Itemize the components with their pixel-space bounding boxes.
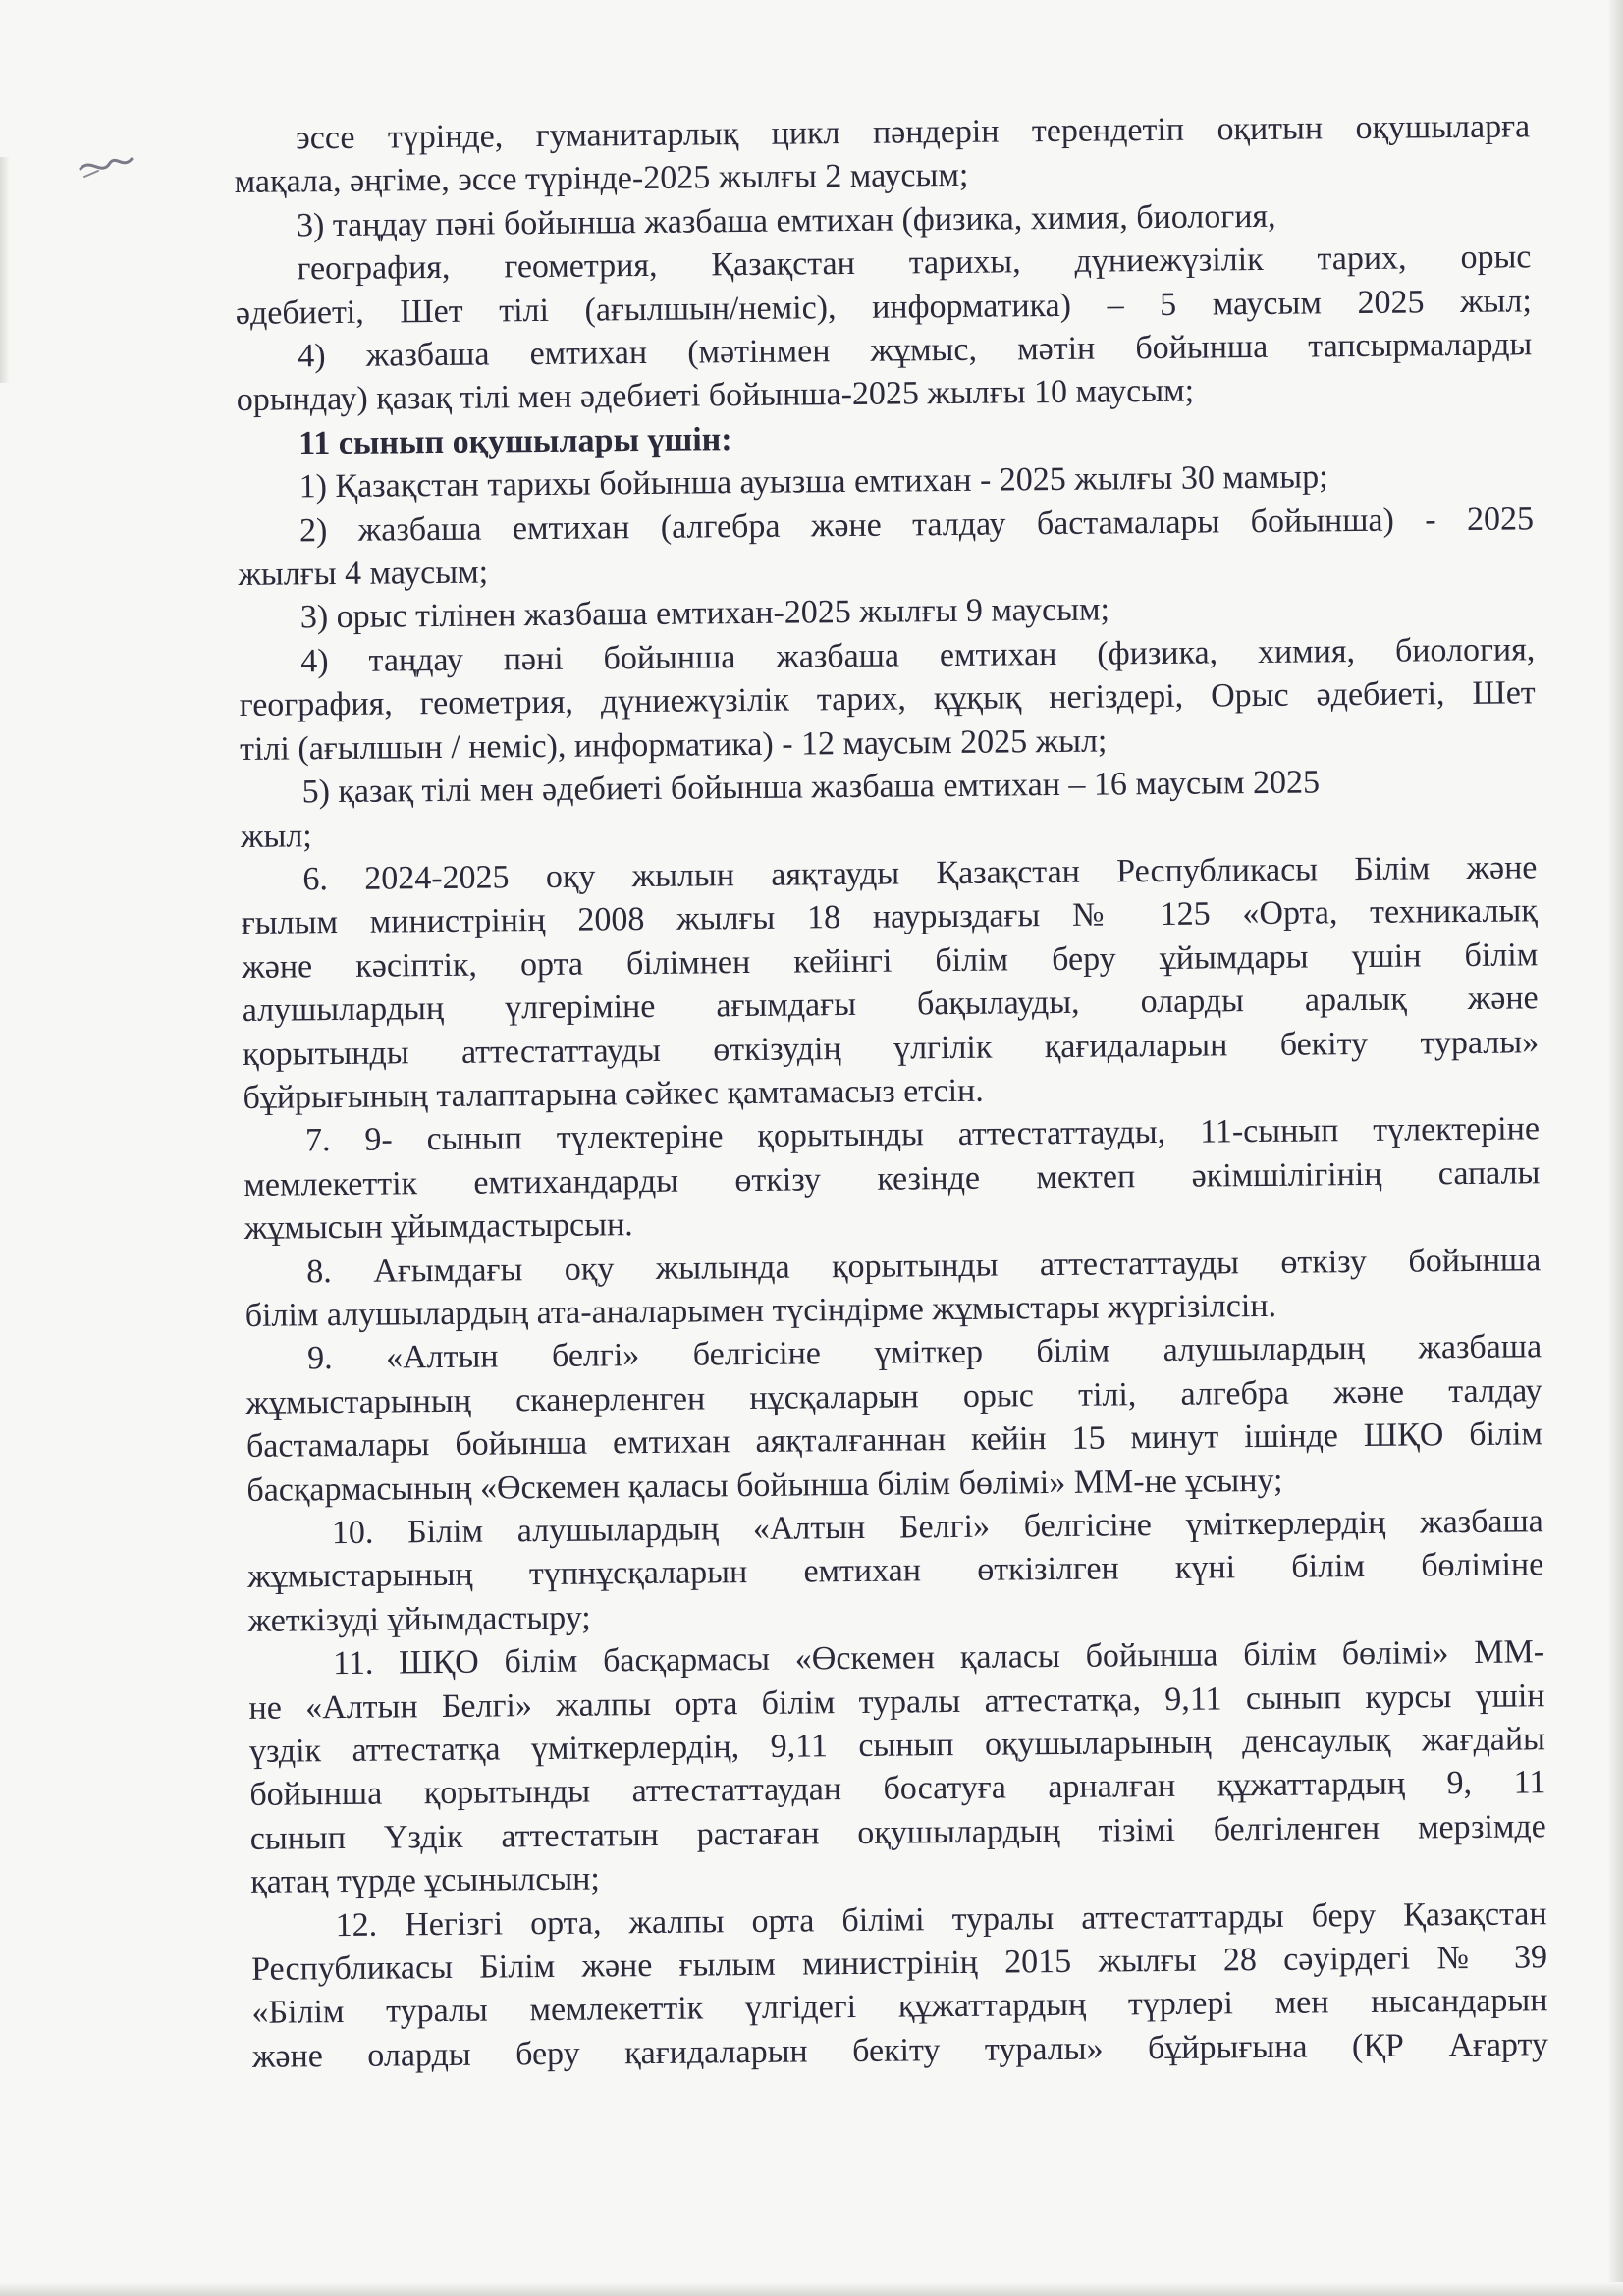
text-line: әдебиеті, Шет тілі (ағылшын/неміс), информатика) – 5 маусым 2025 жыл; (235, 282, 1533, 332)
text-line: алушылардың үлгеріміне ағымдағы бақылауды, оларды аралық және (242, 980, 1539, 1030)
text-line: сынып Үздік аттестатын растаған оқушылардың тізімі белгіленген мерзімде (249, 1808, 1546, 1857)
scan-edge-shadow-right (1609, 0, 1623, 2296)
text-line: 12. Негізгі орта, жалпы орта білімі туралы аттестаттарды беру Қазақстан (335, 1895, 1547, 1944)
text-line: жұмыстарының сканерленген нұсқаларын орыс тілі, алгебра және талдау (245, 1372, 1542, 1421)
text-line: 10. Білім алушылардың «Алтын Белгі» белгісіне үміткерлердің жазбаша (331, 1503, 1543, 1552)
text-line: және кәсіптік, орта білімнен кейінгі білім беру ұйымдары үшін білім (242, 936, 1539, 986)
text-line: эссе түрінде, гуманитарлық цикл пәндерін терендетіп оқитын оқушыларға (296, 108, 1531, 157)
text-line: бойынша қорытынды аттестаттаудан босатуға арналған құжаттардың 9, 11 (249, 1764, 1546, 1814)
scan-edge-shadow-bottom (0, 2282, 1623, 2296)
text-line: 9. «Алтын белгі» белгісіне үміткер білім алушылардың жазбаша (306, 1328, 1542, 1377)
text-line: 8. Ағымдағы оқу жылында қорытынды аттестаттауды өткізу бойынша (306, 1241, 1542, 1290)
text-line: басқармасының «Өскемен қаласы бойынша білім бөлімі» ММ-не ұсыну; (246, 1462, 1283, 1509)
text-line: «Білім туралы мемлекеттік үлгідегі құжаттардың түрлері мен нысандарын (251, 1982, 1548, 2032)
document-body (234, 105, 1548, 2079)
text-line: 1) Қазақстан тарихы бойынша ауызша емтихан - 2025 жылғы 30 мамыр; (298, 458, 1328, 506)
pen-mark-icon (77, 147, 135, 187)
text-line: 11. ШҚО білім басқармасы «Өскемен қаласы бойынша білім бөлімі» ММ- (332, 1633, 1545, 1682)
text-line: 7. 9- сынып түлектеріне қорытынды аттестаттауды, 11-сынып түлектеріне (304, 1110, 1541, 1159)
text-line: ғылым министрінің 2008 жылғы 18 наурыздағы № 125 «Орта, техникалық (241, 892, 1538, 942)
text-line: жыл; (240, 817, 312, 855)
text-line: тілі (ағылшын / неміс), информатика) - 12 маусым 2025 жыл; (239, 722, 1108, 768)
text-line: жұмыстарының түпнұсқаларын емтихан өткізілген күні білім бөліміне (247, 1546, 1544, 1596)
text-line: бастамалары бойынша емтихан аяқталғаннан кейін 15 минут ішінде ШҚО білім (245, 1415, 1543, 1466)
text-line: Республикасы Білім және ғылым министрінің 2015 жылғы 28 сәуірдегі № 39 (250, 1939, 1548, 1988)
text-line: не «Алтын Белгі» жалпы орта білім туралы аттестатқа, 9,11 сынып курсы үшін (248, 1677, 1545, 1727)
text-line: география, геометрия, Қазақстан тарихы, дүниежүзілік тарих, орыс (297, 239, 1532, 288)
text-line: орындау) қазақ тілі мен әдебиеті бойынша-2025 жылғы 10 маусым; (236, 373, 1195, 419)
text-line: қорытынды аттестаттауды өткізудің үлгілік қағидаларын бекіту туралы» (242, 1023, 1540, 1073)
text-line: қатаң түрде ұсынылсын; (250, 1860, 601, 1901)
text-line: бұйрығының талаптарына сәйкес қамтамасыз етсін. (243, 1072, 984, 1116)
text-line: 2) жазбаша емтихан (алгебра және талдау бастамалары бойынша) - 2025 (298, 500, 1535, 550)
text-line: 4) таңдау пәні бойынша жазбаша емтихан (физика, химия, биология, (300, 631, 1536, 680)
text-line: жеткізуді ұйымдастыру; (247, 1599, 591, 1639)
text-line: үздік аттестатқа үміткерлердің, 9,11 сынып оқушыларының денсаулық жағдайы (248, 1721, 1546, 1770)
text-line: мемлекеттік емтихандарды өткізу кезінде мектеп әкімшілігінің сапалы (243, 1154, 1541, 1203)
text-line: 3) таңдау пәні бойынша жазбаша емтихан (физика, химия, биология, (296, 197, 1276, 244)
text-line: 11 сынып оқушылары үшін: (298, 420, 732, 462)
text-line: мақала, әңгіме, эссе түрінде-2025 жылғы 2 маусым; (234, 157, 969, 201)
text-line: және оларды беру қағидаларын бекіту туралы» бұйрығына (ҚР Ағарту (251, 2026, 1549, 2075)
text-line: 5) қазақ тілі мен әдебиеті бойынша жазбаша емтихан – 16 маусым 2025 (301, 764, 1321, 811)
text-line: 4) жазбаша емтихан (мәтінмен жұмыс, мәтін бойынша тапсырмаларды (298, 326, 1533, 375)
text-line: жұмысын ұйымдастырсын. (243, 1206, 633, 1248)
text-line: білім алушылардың ата-аналарымен түсіндірме жұмыстары жүргізілсін. (244, 1287, 1277, 1334)
text-line: 6. 2024-2025 оқу жылын аяқтауды Қазақстан Республикасы Білім және (302, 849, 1538, 898)
text-line: 3) орыс тілінен жазбаша емтихан-2025 жылғы 9 маусым; (299, 591, 1110, 636)
text-line: жылғы 4 маусым; (238, 554, 489, 594)
scan-edge-fold-left (0, 157, 10, 383)
text-line: география, геометрия, дүниежүзілік тарих, құқық негіздері, Орыс әдебиеті, Шет (239, 674, 1536, 724)
